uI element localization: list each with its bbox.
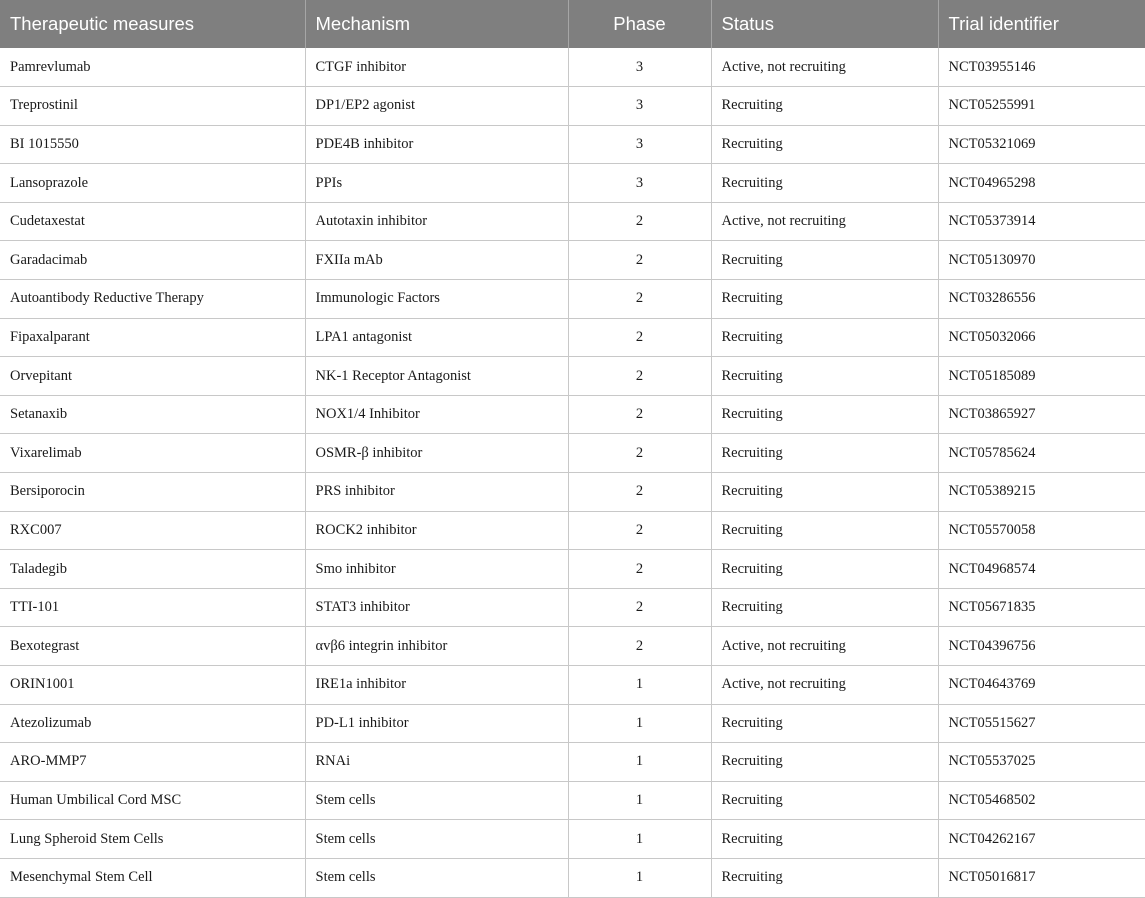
cell-trial-identifier: NCT05570058 (938, 511, 1145, 550)
cell-trial-identifier: NCT03286556 (938, 280, 1145, 319)
cell-status: Recruiting (711, 125, 938, 164)
table-row (0, 820, 1145, 859)
cell-status: Recruiting (711, 280, 938, 319)
cell-status: Recruiting (711, 241, 938, 280)
cell-phase: 1 (568, 781, 711, 820)
cell-therapeutic-measure: Orvepitant (0, 357, 305, 396)
cell-trial-identifier: NCT04396756 (938, 627, 1145, 666)
cell-phase: 2 (568, 357, 711, 396)
cell-mechanism: Smo inhibitor (305, 550, 568, 589)
cell-trial-identifier: NCT05373914 (938, 202, 1145, 241)
cell-mechanism: Stem cells (305, 858, 568, 897)
cell-trial-identifier: NCT04965298 (938, 164, 1145, 203)
cell-trial-identifier: NCT03955146 (938, 48, 1145, 87)
cell-phase: 3 (568, 125, 711, 164)
cell-phase: 2 (568, 434, 711, 473)
cell-therapeutic-measure: Human Umbilical Cord MSC (0, 781, 305, 820)
table-row (0, 87, 1145, 126)
table-row (0, 241, 1145, 280)
cell-trial-identifier: NCT05389215 (938, 473, 1145, 512)
cell-status: Recruiting (711, 511, 938, 550)
cell-status: Recruiting (711, 87, 938, 126)
table-row (0, 627, 1145, 666)
cell-trial-identifier: NCT05468502 (938, 781, 1145, 820)
cell-therapeutic-measure: Pamrevlumab (0, 48, 305, 87)
cell-mechanism: STAT3 inhibitor (305, 588, 568, 627)
cell-mechanism: DP1/EP2 agonist (305, 87, 568, 126)
cell-therapeutic-measure: Treprostinil (0, 87, 305, 126)
table-row (0, 858, 1145, 897)
table-row (0, 280, 1145, 319)
cell-therapeutic-measure: RXC007 (0, 511, 305, 550)
cell-phase: 1 (568, 858, 711, 897)
cell-therapeutic-measure: ARO-MMP7 (0, 743, 305, 782)
table-body (0, 48, 1145, 897)
cell-trial-identifier: NCT05785624 (938, 434, 1145, 473)
table-row (0, 164, 1145, 203)
table-header (0, 0, 1145, 48)
cell-mechanism: αvβ6 integrin inhibitor (305, 627, 568, 666)
cell-trial-identifier: NCT05130970 (938, 241, 1145, 280)
cell-therapeutic-measure: Vixarelimab (0, 434, 305, 473)
cell-mechanism: PRS inhibitor (305, 473, 568, 512)
cell-status: Recruiting (711, 858, 938, 897)
table-row (0, 48, 1145, 87)
cell-mechanism: PPIs (305, 164, 568, 203)
cell-status: Recruiting (711, 357, 938, 396)
cell-phase: 2 (568, 473, 711, 512)
table-row (0, 473, 1145, 512)
header-trial-identifier: Trial identifier (938, 0, 1145, 48)
table-row (0, 781, 1145, 820)
header-row (0, 0, 1145, 48)
cell-phase: 1 (568, 704, 711, 743)
cell-mechanism: PDE4B inhibitor (305, 125, 568, 164)
cell-trial-identifier: NCT04643769 (938, 666, 1145, 705)
table-row (0, 588, 1145, 627)
cell-phase: 3 (568, 164, 711, 203)
cell-therapeutic-measure: Fipaxalparant (0, 318, 305, 357)
cell-phase: 2 (568, 627, 711, 666)
cell-therapeutic-measure: Bersiporocin (0, 473, 305, 512)
cell-trial-identifier: NCT05671835 (938, 588, 1145, 627)
cell-trial-identifier: NCT05515627 (938, 704, 1145, 743)
cell-mechanism: Immunologic Factors (305, 280, 568, 319)
cell-therapeutic-measure: Setanaxib (0, 395, 305, 434)
cell-mechanism: FXIIa mAb (305, 241, 568, 280)
cell-mechanism: NK-1 Receptor Antagonist (305, 357, 568, 396)
cell-phase: 2 (568, 395, 711, 434)
cell-status: Active, not recruiting (711, 202, 938, 241)
cell-status: Recruiting (711, 820, 938, 859)
cell-therapeutic-measure: Bexotegrast (0, 627, 305, 666)
cell-phase: 1 (568, 666, 711, 705)
cell-status: Recruiting (711, 395, 938, 434)
cell-phase: 2 (568, 202, 711, 241)
cell-status: Recruiting (711, 473, 938, 512)
table-row (0, 743, 1145, 782)
cell-therapeutic-measure: Cudetaxestat (0, 202, 305, 241)
cell-status: Recruiting (711, 588, 938, 627)
cell-therapeutic-measure: TTI-101 (0, 588, 305, 627)
table-row (0, 318, 1145, 357)
table-row (0, 666, 1145, 705)
cell-status: Recruiting (711, 164, 938, 203)
cell-status: Active, not recruiting (711, 48, 938, 87)
table-row (0, 125, 1145, 164)
cell-phase: 2 (568, 588, 711, 627)
table-row (0, 357, 1145, 396)
cell-therapeutic-measure: Lung Spheroid Stem Cells (0, 820, 305, 859)
cell-trial-identifier: NCT05016817 (938, 858, 1145, 897)
cell-phase: 3 (568, 48, 711, 87)
cell-status: Recruiting (711, 781, 938, 820)
cell-status: Recruiting (711, 434, 938, 473)
cell-therapeutic-measure: Atezolizumab (0, 704, 305, 743)
cell-phase: 2 (568, 241, 711, 280)
cell-trial-identifier: NCT05032066 (938, 318, 1145, 357)
table-row (0, 704, 1145, 743)
cell-status: Recruiting (711, 743, 938, 782)
cell-phase: 2 (568, 318, 711, 357)
table-row (0, 395, 1145, 434)
cell-mechanism: PD-L1 inhibitor (305, 704, 568, 743)
cell-trial-identifier: NCT05321069 (938, 125, 1145, 164)
cell-trial-identifier: NCT05185089 (938, 357, 1145, 396)
cell-trial-identifier: NCT03865927 (938, 395, 1145, 434)
cell-trial-identifier: NCT04968574 (938, 550, 1145, 589)
cell-status: Active, not recruiting (711, 666, 938, 705)
cell-status: Recruiting (711, 704, 938, 743)
cell-therapeutic-measure: Taladegib (0, 550, 305, 589)
cell-mechanism: Stem cells (305, 781, 568, 820)
cell-phase: 1 (568, 743, 711, 782)
cell-mechanism: RNAi (305, 743, 568, 782)
cell-status: Recruiting (711, 550, 938, 589)
cell-status: Recruiting (711, 318, 938, 357)
cell-therapeutic-measure: ORIN1001 (0, 666, 305, 705)
cell-phase: 2 (568, 550, 711, 589)
cell-therapeutic-measure: Mesenchymal Stem Cell (0, 858, 305, 897)
cell-therapeutic-measure: Lansoprazole (0, 164, 305, 203)
cell-therapeutic-measure: Garadacimab (0, 241, 305, 280)
cell-status: Active, not recruiting (711, 627, 938, 666)
cell-mechanism: NOX1/4 Inhibitor (305, 395, 568, 434)
cell-therapeutic-measure: BI 1015550 (0, 125, 305, 164)
table-row (0, 550, 1145, 589)
cell-mechanism: OSMR-β inhibitor (305, 434, 568, 473)
table-row (0, 434, 1145, 473)
cell-trial-identifier: NCT05255991 (938, 87, 1145, 126)
cell-phase: 2 (568, 511, 711, 550)
header-phase: Phase (568, 0, 711, 48)
cell-trial-identifier: NCT04262167 (938, 820, 1145, 859)
cell-mechanism: CTGF inhibitor (305, 48, 568, 87)
cell-mechanism: ROCK2 inhibitor (305, 511, 568, 550)
header-status: Status (711, 0, 938, 48)
cell-mechanism: IRE1a inhibitor (305, 666, 568, 705)
cell-phase: 2 (568, 280, 711, 319)
cell-trial-identifier: NCT05537025 (938, 743, 1145, 782)
cell-therapeutic-measure: Autoantibody Reductive Therapy (0, 280, 305, 319)
cell-phase: 1 (568, 820, 711, 859)
cell-phase: 3 (568, 87, 711, 126)
cell-mechanism: Autotaxin inhibitor (305, 202, 568, 241)
cell-mechanism: LPA1 antagonist (305, 318, 568, 357)
header-therapeutic-measures: Therapeutic measures (10, 13, 195, 34)
table-row (0, 202, 1145, 241)
header-mechanism: Mechanism (305, 0, 568, 48)
table-row (0, 511, 1145, 550)
cell-mechanism: Stem cells (305, 820, 568, 859)
